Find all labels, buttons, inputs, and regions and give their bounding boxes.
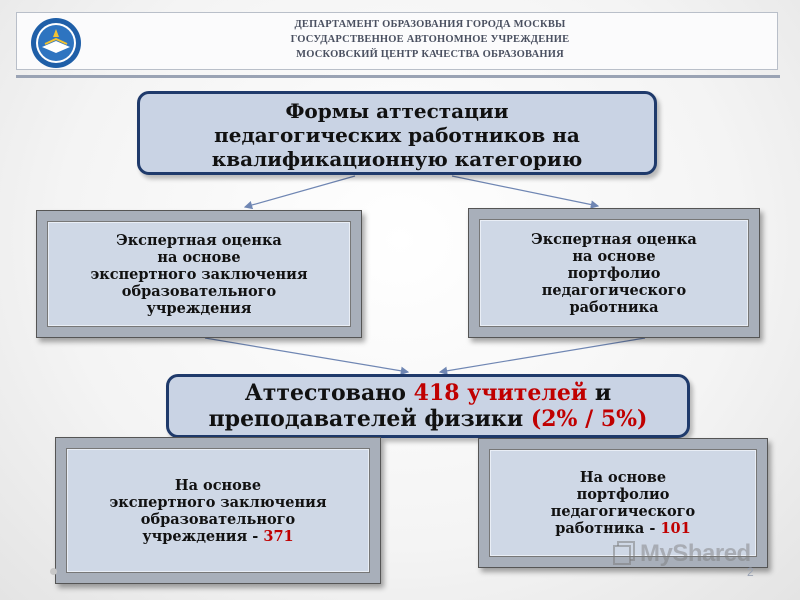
left-box-line-4: образовательного — [121, 282, 277, 300]
bl-line-2: экспертного заключения — [109, 493, 327, 511]
br-line-4-text: работника - — [555, 520, 656, 537]
right-box-line-5: работника — [569, 298, 659, 316]
header-line-1: ДЕПАРТАМЕНТ ОБРАЗОВАНИЯ ГОРОДА МОСКВЫ — [294, 19, 566, 30]
br-line-3: педагогического — [550, 503, 696, 520]
page-number: 2 — [747, 565, 754, 579]
arrow-left-to-summary — [205, 338, 408, 372]
summary-suffix: и — [594, 380, 612, 406]
left-box-line-5: учреждения — [146, 299, 252, 317]
summary-subject: преподавателей физики — [208, 406, 524, 432]
watermark-text: MyShared — [640, 540, 751, 567]
summary-percent: (2% / 5%) — [530, 406, 648, 432]
arrow-to-right-box — [452, 176, 598, 206]
summary-count: 418 учителей — [413, 380, 588, 406]
right-box-line-3: портфолио — [567, 264, 661, 282]
summary-box — [166, 374, 690, 438]
decor-dot — [50, 568, 57, 575]
br-count: 101 — [660, 520, 691, 537]
arrow-to-left-box — [245, 176, 355, 207]
bl-line-3: образовательного — [140, 510, 296, 528]
bl-count: 371 — [263, 527, 294, 545]
title-line-3: квалификационную категорию — [211, 147, 583, 171]
title-line-1: Формы аттестации — [285, 99, 509, 123]
left-box-line-3: экспертного заключения — [90, 265, 308, 283]
expert-conclusion-result-box — [55, 437, 381, 584]
left-box-line-2: на основе — [157, 248, 241, 266]
bl-line-4-text: учреждения - — [142, 527, 259, 545]
arrow-right-to-summary — [440, 338, 645, 372]
title-line-2: педагогических работников на — [214, 123, 580, 147]
summary-prefix: Аттестовано — [244, 380, 406, 406]
expert-conclusion-box — [36, 210, 362, 338]
portfolio-box — [468, 208, 760, 338]
summary-line-1 — [169, 380, 687, 406]
title-box — [137, 91, 657, 175]
header-line-2: ГОСУДАРСТВЕННОЕ АВТОНОМНОЕ УЧРЕЖДЕНИЕ — [290, 34, 570, 45]
left-box-line-1: Экспертная оценка — [116, 231, 282, 249]
br-line-2: портфолио — [576, 486, 670, 503]
bl-line-1: На основе — [174, 476, 262, 494]
bl-line-4 — [142, 528, 293, 545]
summary-line-2 — [169, 406, 687, 432]
header-line-3: МОСКОВСКИЙ ЦЕНТР КАЧЕСТВА ОБРАЗОВАНИЯ — [296, 49, 564, 60]
br-line-1: На основе — [579, 469, 667, 486]
right-box-line-1: Экспертная оценка — [531, 230, 697, 248]
right-box-line-2: на основе — [572, 247, 656, 265]
myshared-logo-icon — [612, 540, 638, 568]
br-line-4 — [555, 520, 691, 537]
right-box-line-4: педагогического — [541, 281, 687, 299]
